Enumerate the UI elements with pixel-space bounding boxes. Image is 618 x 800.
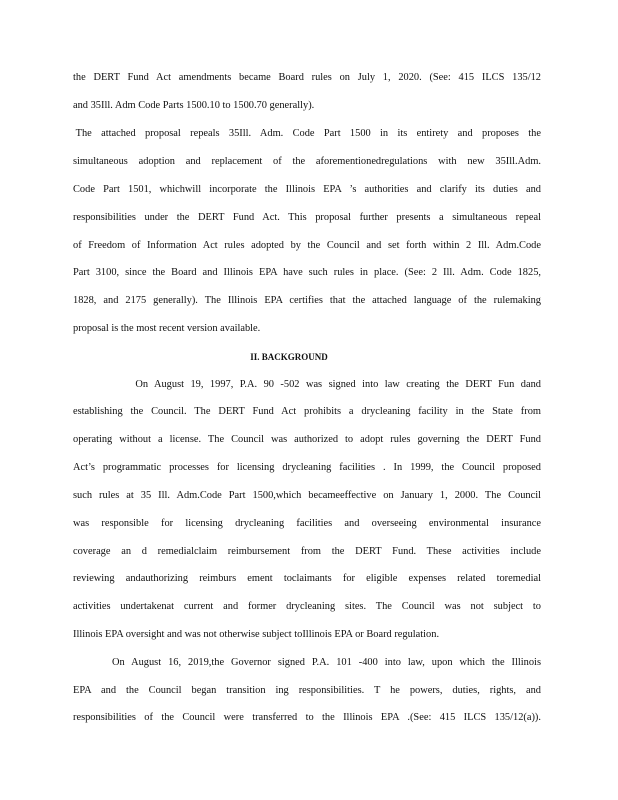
text-line: establishing the Council. The DERT Fund Act prohibits a drycleaning facility in the State from [73,406,541,417]
text-line: the DERT Fund Act amendments became Board rules on July 1, 2020. (See: 415 ILCS 135/12 [73,72,541,83]
text-line: simultaneous adoption and replacement of the aforementionedregulations with new 35Ill.Adm. [73,156,541,167]
text-line: Part 3100, since the Board and Illinois EPA have such rules in place. (See: 2 Ill. Adm. Code 1825, [73,267,541,278]
text-line: Act’s programmatic processes for licensing drycleaning facilities . In 1999, the Council proposed [73,462,541,473]
text-line: and 35Ill. Adm Code Parts 1500.10 to 1500.70 generally). [73,100,315,111]
text-line: responsibilities of the Council were transferred to the Illinois EPA .(See: 415 ILCS 135/12(a)). [73,712,541,723]
section-heading: II. BACKGROUND [250,352,328,362]
text-line: Code Part 1501, whichwill incorporate the Illinois EPA ’s authorities and clarify its duties and [73,184,541,195]
text-line: was responsible for licensing drycleaning facilities and overseeing environmental insurance [73,518,541,529]
text-line: responsibilities under the DERT Fund Act. This proposal further presents a simultaneous repeal [73,212,541,223]
text-line: EPA and the Council began transition ing responsibilities. T he powers, duties, rights, and [73,685,541,696]
text-line: coverage an d remedialclaim reimbursement from the DERT Fund. These activities include [73,546,541,557]
text-line: reviewing andauthorizing reimburs ement toclaimants for eligible expenses related toremedial [73,573,541,584]
text-line: 1828, and 2175 generally). The Illinois EPA certifies that the attached language of the rulemaking [73,295,541,306]
text-line: On August 16, 2019,the Governor signed P.A. 101 -400 into law, upon which the Illinois [112,657,541,668]
text-line: Illinois EPA oversight and was not otherwise subject toIllinois EPA or Board regulation. [73,629,440,640]
text-line: such rules at 35 Ill. Adm.Code Part 1500,which becameeffective on January 1, 2000. The Council [73,490,541,501]
text-line: On August 19, 1997, P.A. 90 -502 was signed into law creating the DERT Fun dand [135,379,541,390]
text-line: operating without a license. The Council was authorized to adopt rules governing the DERT Fund [73,434,541,445]
text-line: proposal is the most recent version available. [73,323,261,334]
text-line: activities undertakenat current and former drycleaning sites. The Council was not subject to [73,601,541,612]
text-line: of Freedom of Information Act rules adopted by the Council and set forth within 2 Ill. Adm.Code [73,240,541,251]
text-line: The attached proposal repeals 35Ill. Adm. Code Part 1500 in its entirety and proposes the [75,128,541,139]
